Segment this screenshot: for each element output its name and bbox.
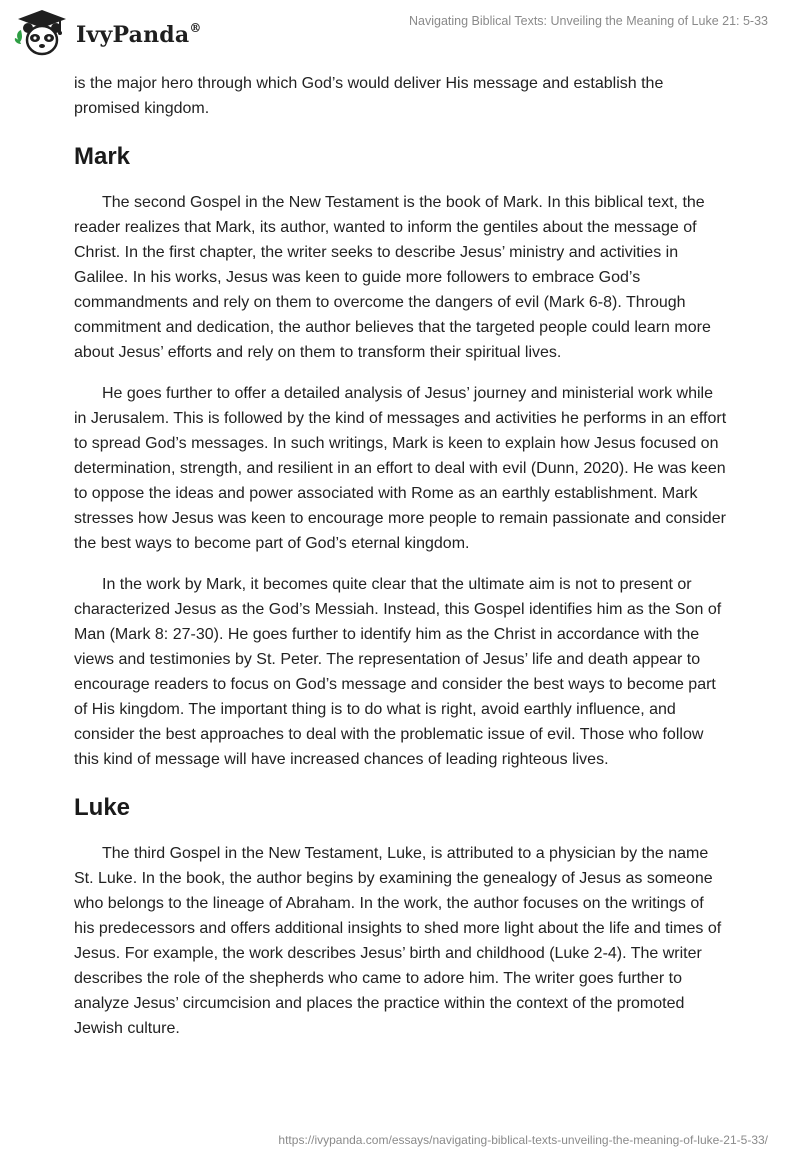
mark-paragraph-2: He goes further to offer a detailed analysis of Jesus’ journey and ministerial work while in Jerusalem. This is followed by the kind of messages and activities he performs in an effort to spread God’s messages. In such writings, Mark is keen to explain how Jesus focused on determination, strength, and resilient in an effort to deal with evil (Dunn, 2020). He was keen to oppose the ideas and power associated with Rome as an earthly establishment. Mark stresses how Jesus was keen to encourage more people to remain passionate and consider the best ways to become part of God’s eternal kingdom. [74, 385, 727, 552]
panda-graduate-icon [14, 8, 70, 58]
intro-paragraph: is the major hero through which God’s would deliver His message and establish the promised kingdom. [74, 75, 664, 117]
ivypanda-logo[interactable] [14, 8, 204, 58]
section-heading-luke: Luke [74, 794, 131, 821]
mark-paragraph-3: In the work by Mark, it becomes quite clear that the ultimate aim is not to present or characterized Jesus as the God’s Messiah. Instead, this Gospel identifies him as the Son of Man (Mark 8: 27-30). He goes further to identify him as the Christ in accordance with the views and testimonies by St. Peter. The representation of Jesus’ life and death appear to encourage readers to focus on God’s message and consider the best ways to become part of His kingdom. The important thing is to do what is right, avoid earthly influence, and consider the best approaches to deal with the problematic issue of evil. Those who follow this kind of message will have increased chances of leading righteous lives. [74, 576, 722, 768]
essay-content [74, 71, 728, 1041]
brand-name: IvyPanda® [76, 21, 202, 48]
page-header [0, 0, 800, 70]
document-title: Navigating Biblical Texts: Unveiling the Meaning of Luke 21: 5-33 [408, 14, 768, 28]
luke-paragraph-1: The third Gospel in the New Testament, Luke, is attributed to a physician by the name St. Luke. In the book, the author begins by examining the genealogy of Jesus as someone who belongs to the lineage of Abraham. In the work, the author focuses on the writings of his predecessors and offers additional insights to shed more light about the life and times of Jesus. For example, the work describes Jesus’ birth and childhood (Luke 2-4). The writer describes the role of the shepherds who came to adore him. The writer goes further to analyze Jesus’ circumcision and places the practice within the context of the promoted Jewish culture. [74, 845, 722, 1037]
section-heading-mark: Mark [74, 143, 131, 170]
footer-url[interactable]: https://ivypanda.com/essays/navigating-biblical-texts-unveiling-the-meaning-of-luke-21-5-33/ [278, 1133, 768, 1147]
mark-paragraph-1: The second Gospel in the New Testament is the book of Mark. In this biblical text, the reader realizes that Mark, its author, wanted to inform the gentiles about the message of Christ. In the first chapter, the writer seeks to describe Jesus’ ministry and activities in Galilee. In his works, Jesus was keen to guide more followers to embrace God’s commandments and rely on them to overcome the dangers of evil (Mark 6-8). Through commitment and dedication, the author believes that the targeted people could learn more about Jesus’ efforts and rely on them to transform their spiritual lives. [74, 194, 711, 361]
